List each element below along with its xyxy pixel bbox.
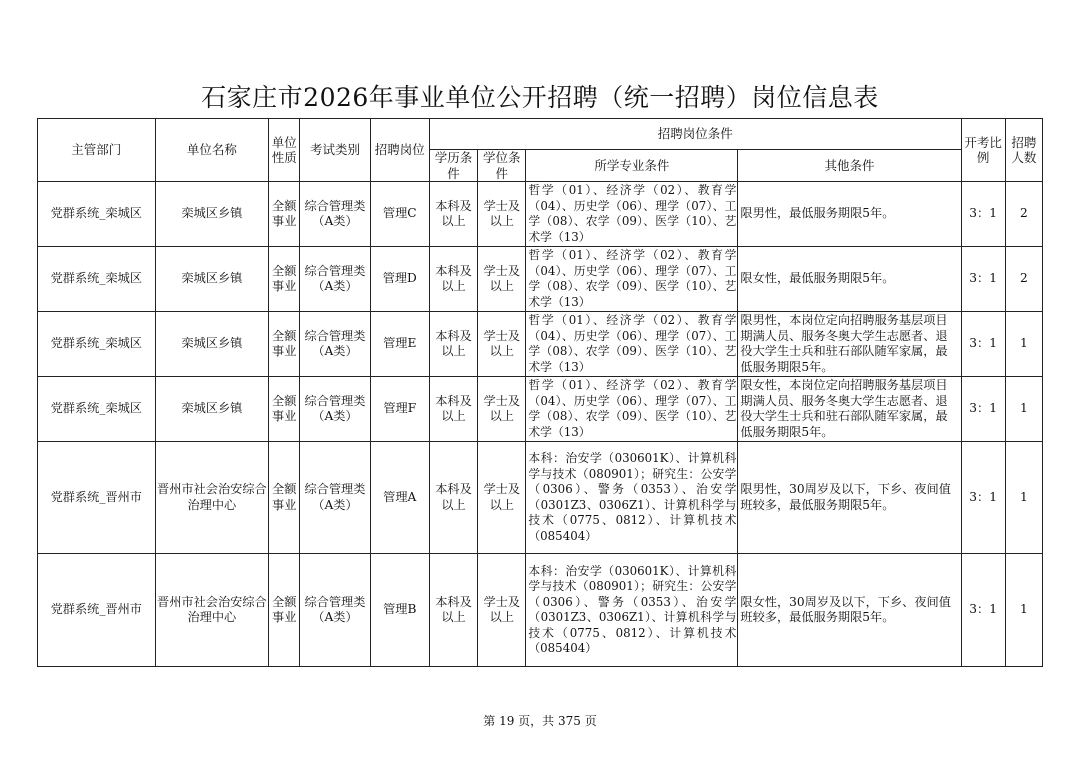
cell-count: 1 bbox=[1005, 442, 1042, 554]
table-row bbox=[38, 377, 1043, 442]
cell-ratio: 3：1 bbox=[961, 554, 1005, 667]
cell-unit: 栾城区乡镇 bbox=[155, 182, 269, 247]
cell-post: 管理F bbox=[370, 377, 429, 442]
cell-exam: 综合管理类（A类） bbox=[300, 182, 370, 247]
header-ratio: 开考比例 bbox=[961, 119, 1005, 182]
cell-degree: 学士及以上 bbox=[478, 554, 526, 667]
cell-exam: 综合管理类（A类） bbox=[300, 442, 370, 554]
cell-other: 限女性，30周岁及以下，下乡、夜间值班较多，最低服务期限5年。 bbox=[738, 554, 961, 667]
cell-unit: 晋州市社会治安综合治理中心 bbox=[155, 554, 269, 667]
cell-count: 1 bbox=[1005, 554, 1042, 667]
cell-ratio: 3：1 bbox=[961, 377, 1005, 442]
cell-degree: 学士及以上 bbox=[478, 312, 526, 377]
cell-dept: 党群系统_栾城区 bbox=[38, 182, 156, 247]
table-row bbox=[38, 182, 1043, 247]
header-edu: 学历条件 bbox=[429, 150, 477, 182]
header-conditions: 招聘岗位条件 bbox=[429, 119, 961, 150]
cell-major: 本科：治安学（030601K）、计算机科学与技术（080901）；研究生：公安学（0306）、警务（0353）、治安学（0301Z3、0306Z1）、计算机科学与技术（0775、0812）、计算机技术（085404） bbox=[526, 554, 738, 667]
header-nature: 单位性质 bbox=[269, 119, 300, 182]
cell-unit: 栾城区乡镇 bbox=[155, 377, 269, 442]
cell-post: 管理A bbox=[370, 442, 429, 554]
cell-unit: 晋州市社会治安综合治理中心 bbox=[155, 442, 269, 554]
cell-ratio: 3：1 bbox=[961, 312, 1005, 377]
cell-dept: 党群系统_栾城区 bbox=[38, 377, 156, 442]
cell-degree: 学士及以上 bbox=[478, 182, 526, 247]
cell-major: 本科：治安学（030601K）、计算机科学与技术（080901）；研究生：公安学（0306）、警务（0353）、治安学（0301Z3、0306Z1）、计算机科学与技术（0775、0812）、计算机技术（085404） bbox=[526, 442, 738, 554]
cell-exam: 综合管理类（A类） bbox=[300, 377, 370, 442]
cell-nature: 全额事业 bbox=[269, 312, 300, 377]
cell-dept: 党群系统_栾城区 bbox=[38, 312, 156, 377]
cell-count: 1 bbox=[1005, 377, 1042, 442]
cell-major: 哲学（01）、经济学（02）、教育学（04）、历史学（06）、理学（07）、工学（08）、农学（09）、医学（10）、艺术学（13） bbox=[526, 377, 738, 442]
cell-edu: 本科及以上 bbox=[429, 377, 477, 442]
cell-other: 限男性，30周岁及以下，下乡、夜间值班较多，最低服务期限5年。 bbox=[738, 442, 961, 554]
cell-nature: 全额事业 bbox=[269, 377, 300, 442]
table-row bbox=[38, 247, 1043, 312]
cell-exam: 综合管理类（A类） bbox=[300, 247, 370, 312]
cell-dept: 党群系统_晋州市 bbox=[38, 442, 156, 554]
header-degree: 学位条件 bbox=[478, 150, 526, 182]
job-info-table bbox=[37, 118, 1043, 667]
cell-count: 2 bbox=[1005, 247, 1042, 312]
cell-other: 限女性，最低服务期限5年。 bbox=[738, 247, 961, 312]
cell-unit: 栾城区乡镇 bbox=[155, 247, 269, 312]
header-unit: 单位名称 bbox=[155, 119, 269, 182]
cell-exam: 综合管理类（A类） bbox=[300, 554, 370, 667]
cell-count: 1 bbox=[1005, 312, 1042, 377]
cell-degree: 学士及以上 bbox=[478, 247, 526, 312]
cell-dept: 党群系统_栾城区 bbox=[38, 247, 156, 312]
table-row bbox=[38, 554, 1043, 667]
cell-edu: 本科及以上 bbox=[429, 442, 477, 554]
cell-ratio: 3：1 bbox=[961, 247, 1005, 312]
cell-count: 2 bbox=[1005, 182, 1042, 247]
cell-other: 限男性，最低服务期限5年。 bbox=[738, 182, 961, 247]
cell-post: 管理E bbox=[370, 312, 429, 377]
cell-degree: 学士及以上 bbox=[478, 442, 526, 554]
cell-other: 限男性，本岗位定向招聘服务基层项目期满人员、服务冬奥大学生志愿者、退役大学生士兵和驻石部队随军家属，最低服务期限5年。 bbox=[738, 312, 961, 377]
cell-nature: 全额事业 bbox=[269, 554, 300, 667]
cell-edu: 本科及以上 bbox=[429, 554, 477, 667]
cell-unit: 栾城区乡镇 bbox=[155, 312, 269, 377]
cell-edu: 本科及以上 bbox=[429, 247, 477, 312]
table-row bbox=[38, 442, 1043, 554]
header-exam: 考试类别 bbox=[300, 119, 370, 182]
cell-major: 哲学（01）、经济学（02）、教育学（04）、历史学（06）、理学（07）、工学（08）、农学（09）、医学（10）、艺术学（13） bbox=[526, 247, 738, 312]
page-title: 石家庄市2026年事业单位公开招聘（统一招聘）岗位信息表 bbox=[201, 83, 879, 112]
cell-post: 管理D bbox=[370, 247, 429, 312]
cell-ratio: 3：1 bbox=[961, 182, 1005, 247]
header-other: 其他条件 bbox=[738, 150, 961, 182]
header-count: 招聘人数 bbox=[1005, 119, 1042, 182]
cell-ratio: 3：1 bbox=[961, 442, 1005, 554]
cell-major: 哲学（01）、经济学（02）、教育学（04）、历史学（06）、理学（07）、工学（08）、农学（09）、医学（10）、艺术学（13） bbox=[526, 182, 738, 247]
cell-edu: 本科及以上 bbox=[429, 312, 477, 377]
cell-post: 管理B bbox=[370, 554, 429, 667]
cell-degree: 学士及以上 bbox=[478, 377, 526, 442]
cell-exam: 综合管理类（A类） bbox=[300, 312, 370, 377]
table-row bbox=[38, 312, 1043, 377]
cell-edu: 本科及以上 bbox=[429, 182, 477, 247]
header-post: 招聘岗位 bbox=[370, 119, 429, 182]
cell-nature: 全额事业 bbox=[269, 182, 300, 247]
page-footer: 第 19 页，共 375 页 bbox=[483, 714, 597, 728]
cell-major: 哲学（01）、经济学（02）、教育学（04）、历史学（06）、理学（07）、工学（08）、农学（09）、医学（10）、艺术学（13） bbox=[526, 312, 738, 377]
header-dept: 主管部门 bbox=[38, 119, 156, 182]
cell-nature: 全额事业 bbox=[269, 247, 300, 312]
cell-nature: 全额事业 bbox=[269, 442, 300, 554]
cell-post: 管理C bbox=[370, 182, 429, 247]
header-major: 所学专业条件 bbox=[526, 150, 738, 182]
cell-other: 限女性，本岗位定向招聘服务基层项目期满人员、服务冬奥大学生志愿者、退役大学生士兵和驻石部队随军家属，最低服务期限5年。 bbox=[738, 377, 961, 442]
cell-dept: 党群系统_晋州市 bbox=[38, 554, 156, 667]
